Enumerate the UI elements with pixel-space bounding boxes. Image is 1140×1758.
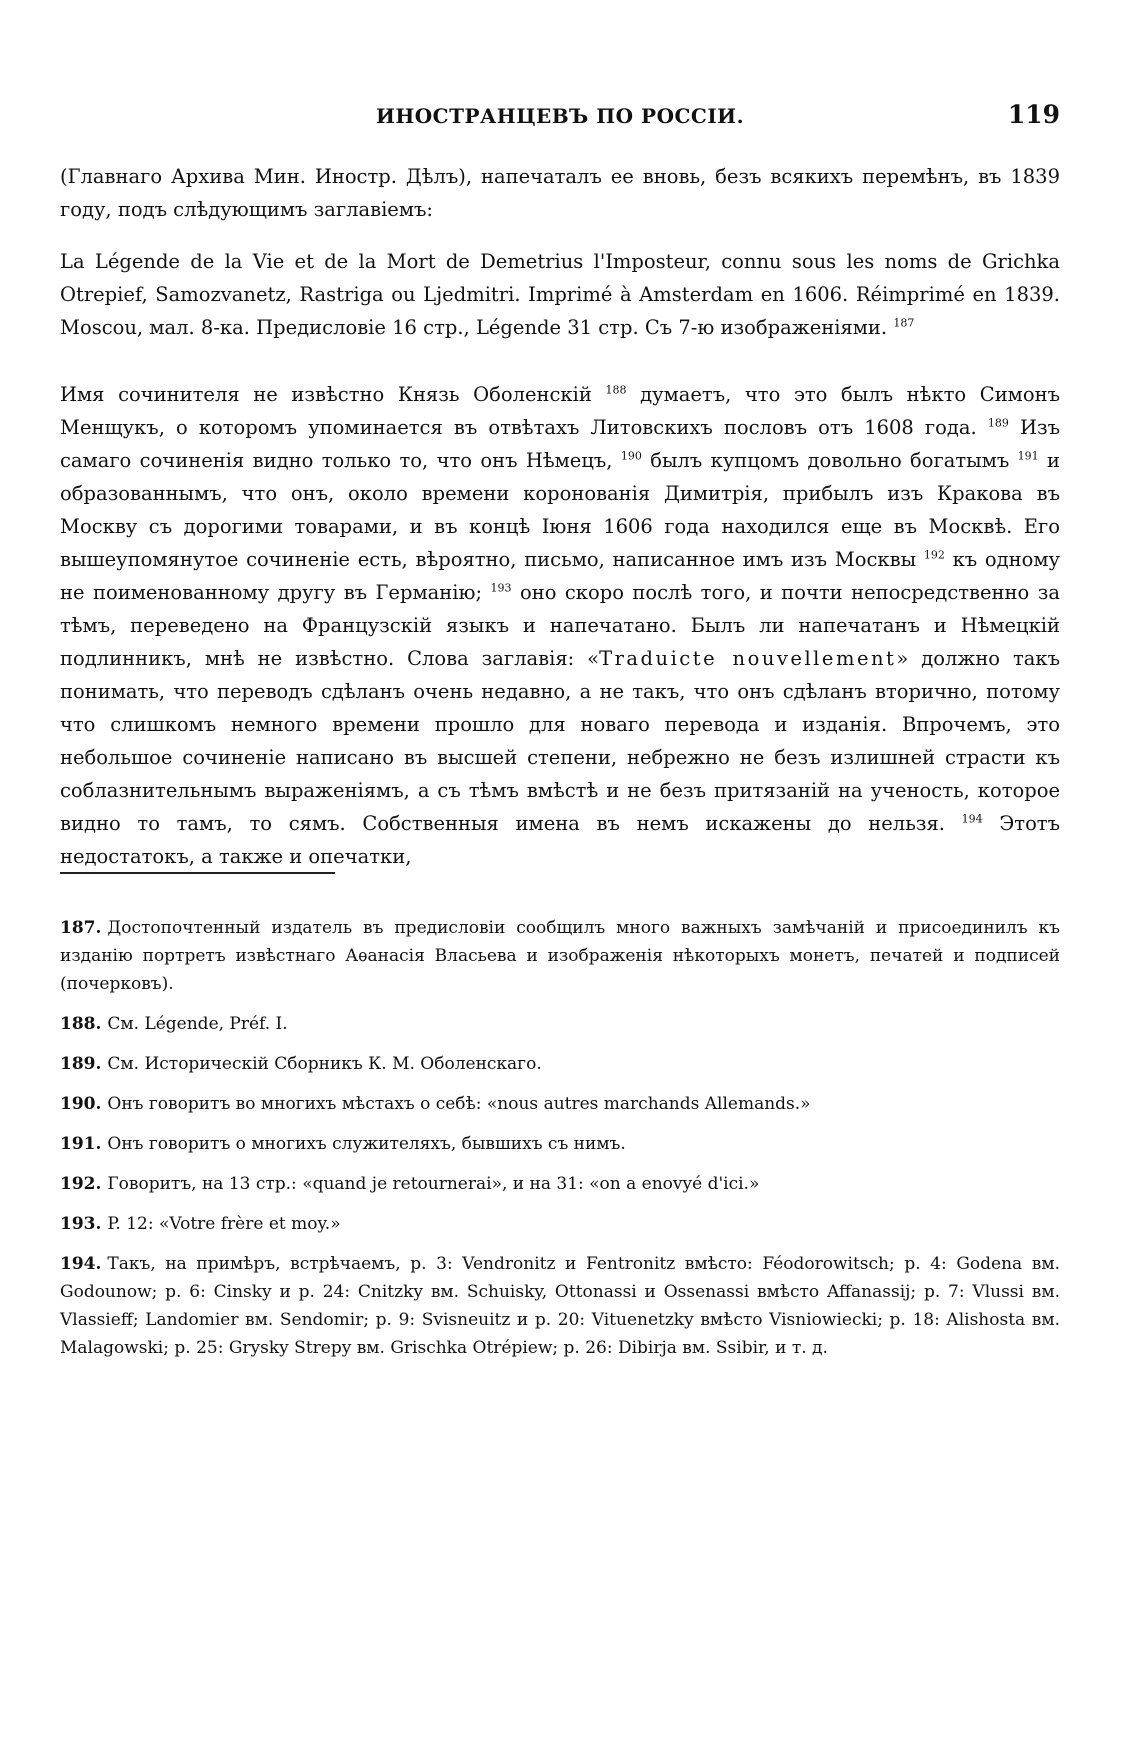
footnote-187 — [60, 914, 1060, 998]
paragraph-3-text: былъ купцомъ довольно богатымъ — [650, 449, 1010, 472]
footnote-divider — [60, 872, 335, 874]
footnote-191 — [60, 1130, 1060, 1158]
running-title: ИНОСТРАНЦЕВЪ ПО РОССIИ. — [375, 104, 745, 128]
footnote-text: См. Légende, Préf. I. — [107, 1014, 288, 1034]
footnote-text: См. Историческiй Сборникъ К. М. Оболенскаго. — [107, 1054, 542, 1074]
paragraph-3-text: оно скоро послѣ того, и почти непосредственно за тѣмъ, переведено на Французскiй языкъ и напечатано. Былъ ли напечатанъ и Нѣмецкiй подлинникъ, мнѣ не извѣстно. Слова заглавiя: « — [60, 581, 1060, 670]
paragraph-3-text: » должно такъ понимать, что переводъ сдѣланъ очень недавно, а не такъ, что онъ сдѣланъ вторично, потому что слишкомъ немного времени прошло для новаго перевода и изданiя. Впрочемъ, это небольшое сочиненiе написано въ высшей степени, небрежно не безъ излишней страсти къ соблазнительнымъ выраженiямъ, а съ тѣмъ вмѣстѣ и не безъ притязанiй на ученость, которое видно то тамъ, то сямъ. Собственныя имена въ немъ искажены до нельзя. — [60, 647, 1060, 835]
footnote-ref-193: 193 — [490, 581, 512, 595]
footnote-number: 192. — [60, 1174, 102, 1194]
footnote-190 — [60, 1090, 1060, 1118]
footnote-ref-192: 192 — [923, 548, 945, 562]
footnote-ref-187: 187 — [893, 316, 915, 330]
paragraph-3 — [60, 378, 1060, 873]
quoted-title-spaced: Traduicte nouvellement — [599, 647, 897, 670]
footnote-193 — [60, 1210, 1060, 1238]
footnote-text: Говоритъ, на 13 стр.: «quand je retournerai», и на 31: «on a enovyé d'ici.» — [107, 1174, 760, 1194]
paragraph-2-text: La Légende de la Vie et de la Mort de Demetrius l'Imposteur, connu sous les noms de Grichka Otrepief, Samozvanetz, Rastriga ou Ljedmitri. Imprimé à Amsterdam en 1606. Réimprimé en 1839. Moscou, мал. 8-ка. Предисловiе 16 стр., Légende 31 стр. Съ 7-ю изображенiями. — [60, 250, 1060, 339]
footnote-number: 193. — [60, 1214, 102, 1234]
footnote-text: Достопочтенный издатель въ предисловiи сообщилъ много важныхъ замѣчанiй и присоединилъ къ изданiю портретъ извѣстнаго Аѳанасiя Власьева и изображенiя нѣкоторыхъ монетъ, печатей и подписей (почерковъ). — [60, 918, 1060, 994]
footnote-ref-188: 188 — [605, 383, 627, 397]
paragraph-3-text: Этотъ недостатокъ, а также и опечатки, — [60, 812, 1061, 868]
footnote-ref-191: 191 — [1017, 449, 1039, 463]
page-header — [60, 100, 1060, 138]
footnote-text: P. 12: «Votre frère et moy.» — [107, 1214, 341, 1234]
footnote-number: 194. — [60, 1254, 102, 1274]
footnote-ref-189: 189 — [987, 416, 1009, 430]
footnote-number: 189. — [60, 1054, 102, 1074]
paragraph-1: (Главнаго Архива Мин. Иностр. Дѣлъ), напечаталъ ее вновь, безъ всякихъ перемѣнъ, въ 1839 году, подъ слѣдующимъ заглавiемъ: — [60, 165, 1060, 221]
footnote-ref-190: 190 — [620, 449, 642, 463]
paragraph-3-text: Изъ самаго сочиненiя видно только то, что онъ Нѣмецъ, — [60, 416, 1060, 472]
footnote-number: 188. — [60, 1014, 102, 1034]
footnote-188 — [60, 1010, 1060, 1038]
footnote-number: 190. — [60, 1094, 102, 1114]
page-number: 119 — [1007, 100, 1060, 129]
footnote-text: Онъ говоритъ о многихъ служителяхъ, бывшихъ съ нимъ. — [107, 1134, 626, 1154]
footnote-ref-194: 194 — [961, 812, 983, 826]
paragraph-2 — [60, 245, 1060, 344]
footnote-text: Такъ, на примѣръ, встрѣчаемъ, p. 3: Vendronitz и Fentronitz вмѣсто: Féodorowitsch; p. 4: Godena вм. Godounow; p. 6: Cinsky и p. 24: Cnitzky вм. Schuisky, Ottonassi и Ossenassi вмѣсто Affanassij; p. 7: Vlussi вм. Vlassieff; Landomier вм. Sendomir; p. 9: Svisneuitz и p. 20: Vituenetzky вмѣсто Visniowiecki; p. 18: Alishosta вм. Malagowski; p. 25: Grysky Strepy вм. Grischka Otrépiew; p. 26: Dibirja вм. Ssibir, и т. д. — [60, 1254, 1060, 1358]
footnote-number: 187. — [60, 918, 102, 938]
footnote-number: 191. — [60, 1134, 102, 1154]
paragraph-3-text: думаетъ, что это былъ нѣкто Симонъ Менщукъ, о которомъ упоминается въ отвѣтахъ Литовскихъ пословъ отъ 1608 года. — [60, 383, 1060, 439]
paragraph-3-text: и образованнымъ, что онъ, около времени коронованiя Димитрiя, прибылъ изъ Кракова въ Москву съ дорогими товарами, и въ концѣ Iюня 1606 года находился еще въ Москвѣ. Его вышеупомянутое сочиненiе есть, вѣроятно, письмо, написанное имъ изъ Москвы — [60, 449, 1060, 571]
footnote-192 — [60, 1170, 1060, 1198]
footnote-194 — [60, 1250, 1060, 1362]
footnotes — [60, 914, 1060, 1374]
paragraph-3-text: къ одному не поименованному другу въ Германiю; — [60, 548, 1061, 604]
footnote-189 — [60, 1050, 1060, 1078]
footnote-text: Онъ говоритъ во многихъ мѣстахъ о себѣ: «nous autres marchands Allemands.» — [107, 1094, 811, 1114]
paragraph-3-text: Имя сочинителя не извѣстно Князь Оболенскiй — [60, 383, 592, 406]
